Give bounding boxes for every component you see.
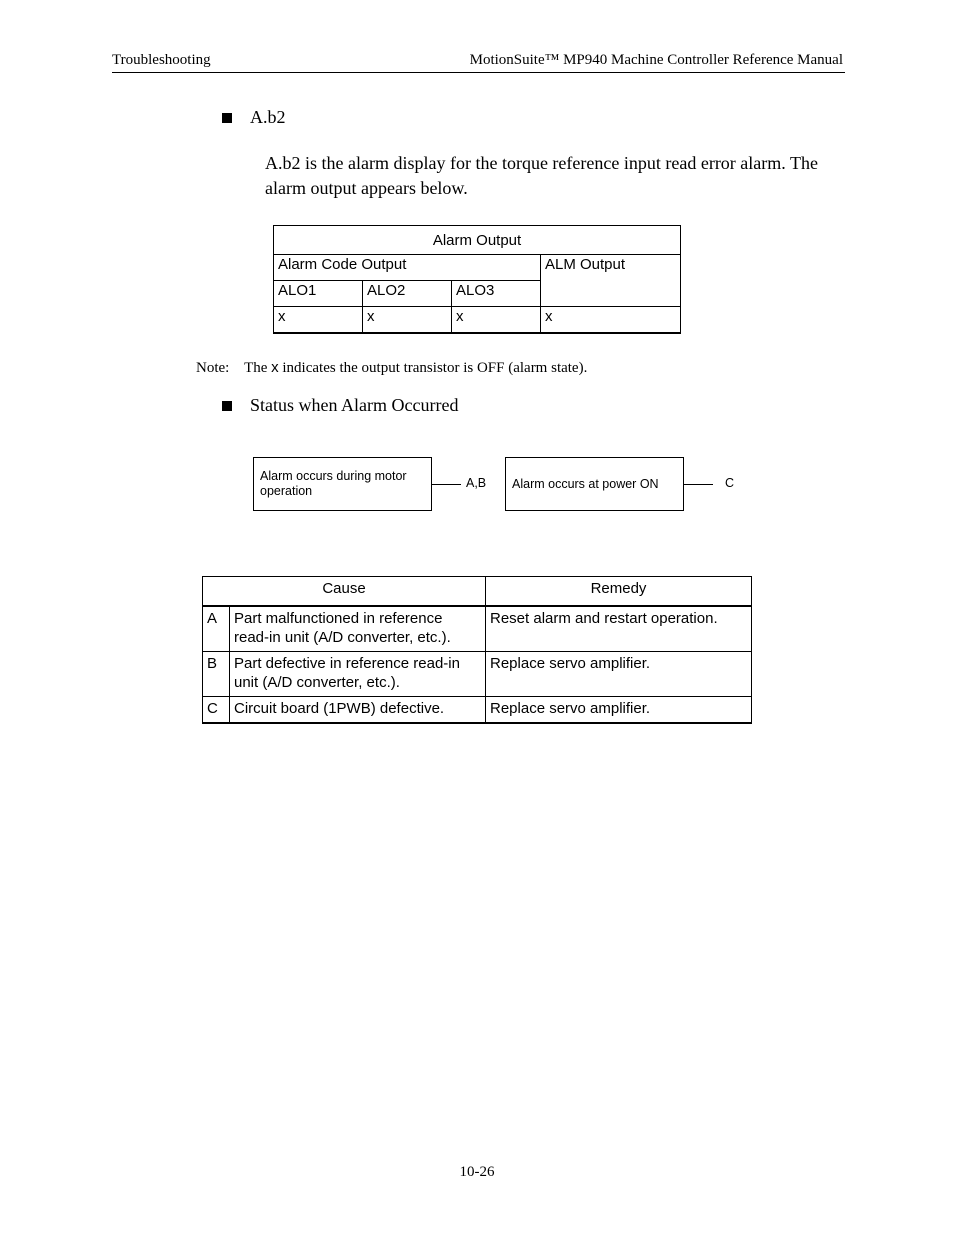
status-box-label: Alarm occurs at power ON xyxy=(512,476,659,491)
column-header-alo3: ALO3 xyxy=(452,281,541,307)
row-remedy: Reset alarm and restart operation. xyxy=(486,606,752,652)
header-section-title: Troubleshooting xyxy=(112,52,211,68)
table-row xyxy=(203,697,752,724)
row-id: A xyxy=(203,606,230,652)
status-result-c: C xyxy=(725,476,735,490)
section-description: A.b2 is the alarm display for the torque reference input read error alarm. The alarm output appears below. xyxy=(265,153,818,198)
cause-header: Cause xyxy=(203,577,486,607)
connector-line xyxy=(684,484,713,485)
table-cell-alo1-value: x xyxy=(274,307,363,334)
column-header-alo2: ALO2 xyxy=(363,281,452,307)
row-id: B xyxy=(203,652,230,697)
row-remedy: Replace servo amplifier. xyxy=(486,697,752,724)
column-header-alo1: ALO1 xyxy=(274,281,363,307)
note-text-before: The xyxy=(244,360,268,376)
note-text-after: indicates the output transistor is OFF (alarm state). xyxy=(282,360,588,376)
remedy-header: Remedy xyxy=(486,577,752,607)
section-heading-text: Status when Alarm Occurred xyxy=(250,395,459,415)
page-number: 10-26 xyxy=(459,1164,495,1180)
table-cell-alo2-value: x xyxy=(363,307,452,334)
alarm-code-output-header: Alarm Code Output xyxy=(274,255,541,281)
row-cause: Part malfunctioned in reference read-in unit (A/D converter, etc.). xyxy=(230,606,486,652)
note-prefix: Note: xyxy=(196,360,230,376)
section-heading-ab2 xyxy=(222,107,286,128)
section-heading-text: A.b2 xyxy=(250,107,286,127)
alarm-output-title: Alarm Output xyxy=(274,226,681,255)
header-manual-title: MotionSuite™ MP940 Machine Controller Reference Manual xyxy=(469,52,843,68)
status-result-ab: A,B xyxy=(466,476,487,490)
status-box-label: Alarm occurs during motor operation xyxy=(260,469,407,498)
alarm-output-table xyxy=(273,225,681,334)
cause-remedy-table xyxy=(202,576,752,724)
table-row xyxy=(203,606,752,652)
note xyxy=(196,359,587,377)
row-remedy: Replace servo amplifier. xyxy=(486,652,752,697)
square-bullet-icon xyxy=(222,401,232,411)
note-symbol: x xyxy=(271,359,279,376)
table-row xyxy=(203,652,752,697)
square-bullet-icon xyxy=(222,113,232,123)
section-heading-status xyxy=(222,395,458,416)
status-box-motor-operation xyxy=(253,457,432,511)
status-box-power-on xyxy=(505,457,684,511)
row-cause: Part defective in reference read-in unit (A/D converter, etc.). xyxy=(230,652,486,697)
row-cause: Circuit board (1PWB) defective. xyxy=(230,697,486,724)
header-rule xyxy=(112,72,845,73)
connector-line xyxy=(432,484,461,485)
table-cell-alm-value: x xyxy=(541,307,681,334)
row-id: C xyxy=(203,697,230,724)
alm-output-header: ALM Output xyxy=(541,255,681,307)
table-cell-alo3-value: x xyxy=(452,307,541,334)
